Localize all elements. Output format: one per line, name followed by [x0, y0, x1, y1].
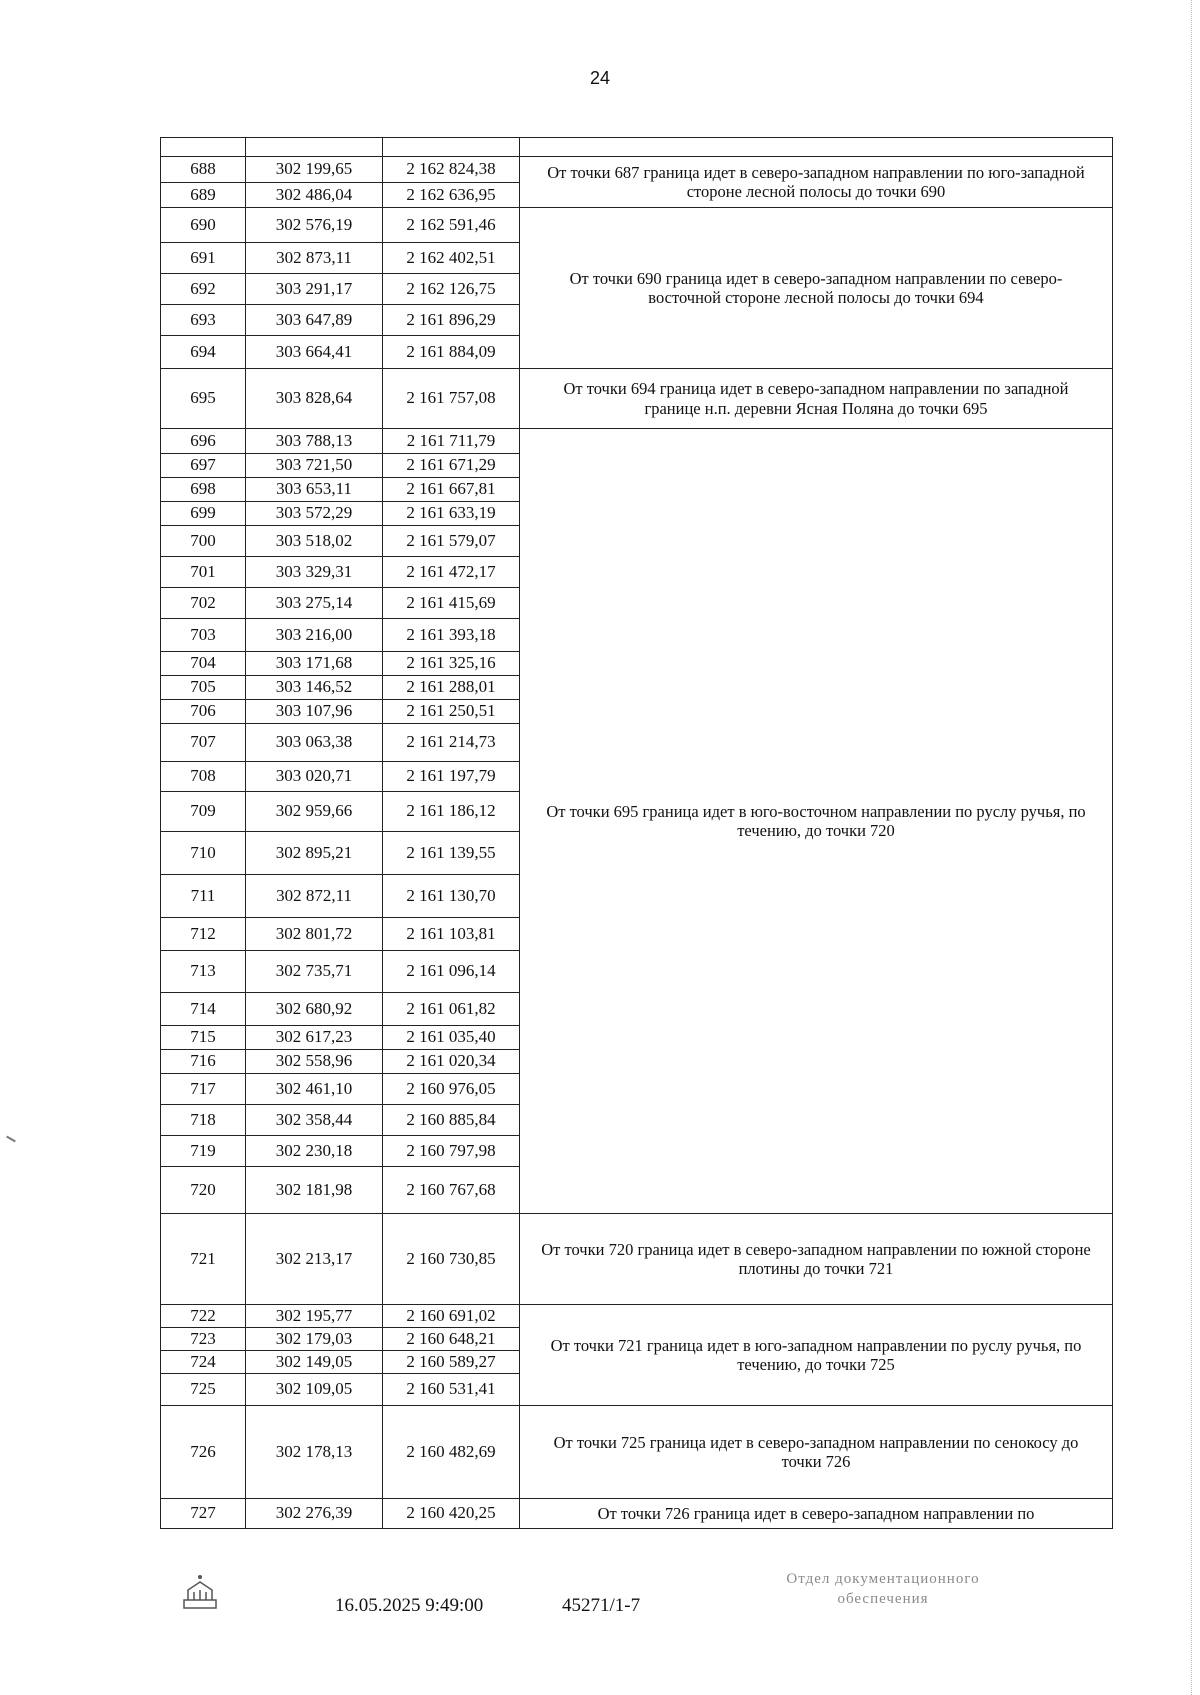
point-number-cell: 724	[161, 1351, 246, 1374]
point-number-cell: 707	[161, 724, 246, 762]
table-row	[161, 429, 1113, 454]
emblem-icon	[180, 1572, 220, 1612]
x-coordinate-cell: 303 647,89	[246, 305, 383, 336]
point-number-cell: 719	[161, 1136, 246, 1167]
coordinates-table-body	[161, 138, 1113, 1529]
x-coordinate-cell: 302 178,13	[246, 1406, 383, 1499]
y-coordinate-cell: 2 162 402,51	[383, 243, 520, 274]
x-coordinate-cell: 303 216,00	[246, 619, 383, 652]
x-coordinate-cell: 302 109,05	[246, 1374, 383, 1406]
table-header-row	[161, 138, 1113, 157]
x-coordinate-cell: 302 358,44	[246, 1105, 383, 1136]
point-number-cell: 704	[161, 652, 246, 676]
point-number-cell: 708	[161, 762, 246, 792]
point-number-cell: 689	[161, 183, 246, 208]
point-number-cell: 709	[161, 792, 246, 832]
header-cell	[246, 138, 383, 157]
y-coordinate-cell: 2 160 531,41	[383, 1374, 520, 1406]
point-number-cell: 711	[161, 875, 246, 918]
point-number-cell: 722	[161, 1305, 246, 1328]
boundary-description-cell: От точки 720 граница идет в северо-западном направлении по южной стороне плотины до точки 721	[520, 1214, 1113, 1305]
point-number-cell: 713	[161, 951, 246, 993]
y-coordinate-cell: 2 161 139,55	[383, 832, 520, 875]
x-coordinate-cell: 303 788,13	[246, 429, 383, 454]
x-coordinate-cell: 303 107,96	[246, 700, 383, 724]
x-coordinate-cell: 302 735,71	[246, 951, 383, 993]
y-coordinate-cell: 2 161 472,17	[383, 557, 520, 588]
x-coordinate-cell: 303 653,11	[246, 478, 383, 502]
y-coordinate-cell: 2 161 061,82	[383, 993, 520, 1026]
point-number-cell: 693	[161, 305, 246, 336]
x-coordinate-cell: 302 179,03	[246, 1328, 383, 1351]
point-number-cell: 690	[161, 208, 246, 243]
x-coordinate-cell: 303 828,64	[246, 369, 383, 429]
y-coordinate-cell: 2 160 691,02	[383, 1305, 520, 1328]
y-coordinate-cell: 2 162 824,38	[383, 157, 520, 183]
point-number-cell: 717	[161, 1074, 246, 1105]
y-coordinate-cell: 2 161 325,16	[383, 652, 520, 676]
table-row	[161, 1214, 1113, 1305]
point-number-cell: 694	[161, 336, 246, 369]
x-coordinate-cell: 302 617,23	[246, 1026, 383, 1050]
point-number-cell: 714	[161, 993, 246, 1026]
footer-datetime: 16.05.2025 9:49:00	[335, 1595, 484, 1616]
scan-speck	[6, 1136, 16, 1143]
point-number-cell: 698	[161, 478, 246, 502]
point-number-cell: 696	[161, 429, 246, 454]
point-number-cell: 726	[161, 1406, 246, 1499]
x-coordinate-cell: 302 801,72	[246, 918, 383, 951]
y-coordinate-cell: 2 160 885,84	[383, 1105, 520, 1136]
y-coordinate-cell: 2 161 667,81	[383, 478, 520, 502]
x-coordinate-cell: 302 461,10	[246, 1074, 383, 1105]
table-row	[161, 369, 1113, 429]
x-coordinate-cell: 303 329,31	[246, 557, 383, 588]
point-number-cell: 699	[161, 502, 246, 526]
point-number-cell: 716	[161, 1050, 246, 1074]
point-number-cell: 692	[161, 274, 246, 305]
y-coordinate-cell: 2 161 633,19	[383, 502, 520, 526]
x-coordinate-cell: 303 721,50	[246, 454, 383, 478]
x-coordinate-cell: 302 895,21	[246, 832, 383, 875]
y-coordinate-cell: 2 161 896,29	[383, 305, 520, 336]
point-number-cell: 723	[161, 1328, 246, 1351]
boundary-description-cell: От точки 695 граница идет в юго-восточном направлении по руслу ручья, по течению, до точки 720	[520, 429, 1113, 1214]
x-coordinate-cell: 303 146,52	[246, 676, 383, 700]
x-coordinate-cell: 303 275,14	[246, 588, 383, 619]
x-coordinate-cell: 302 486,04	[246, 183, 383, 208]
x-coordinate-cell: 302 149,05	[246, 1351, 383, 1374]
point-number-cell: 702	[161, 588, 246, 619]
y-coordinate-cell: 2 161 757,08	[383, 369, 520, 429]
y-coordinate-cell: 2 160 767,68	[383, 1167, 520, 1214]
y-coordinate-cell: 2 161 197,79	[383, 762, 520, 792]
table-row	[161, 1305, 1113, 1328]
x-coordinate-cell: 302 276,39	[246, 1499, 383, 1529]
y-coordinate-cell: 2 161 250,51	[383, 700, 520, 724]
point-number-cell: 710	[161, 832, 246, 875]
x-coordinate-cell: 303 664,41	[246, 336, 383, 369]
x-coordinate-cell: 302 230,18	[246, 1136, 383, 1167]
boundary-description-cell: От точки 721 граница идет в юго-западном направлении по руслу ручья, по течению, до точки 725	[520, 1305, 1113, 1406]
department-stamp	[738, 1570, 1028, 1609]
x-coordinate-cell: 303 020,71	[246, 762, 383, 792]
coordinates-table	[160, 137, 1113, 1529]
y-coordinate-cell: 2 161 096,14	[383, 951, 520, 993]
point-number-cell: 727	[161, 1499, 246, 1529]
table-row	[161, 157, 1113, 183]
x-coordinate-cell: 302 872,11	[246, 875, 383, 918]
point-number-cell: 695	[161, 369, 246, 429]
y-coordinate-cell: 2 161 130,70	[383, 875, 520, 918]
stamp-line-2: обеспечения	[837, 1590, 929, 1607]
scan-edge-marks	[1185, 0, 1192, 1695]
header-cell	[520, 138, 1113, 157]
point-number-cell: 691	[161, 243, 246, 274]
point-number-cell: 715	[161, 1026, 246, 1050]
y-coordinate-cell: 2 161 020,34	[383, 1050, 520, 1074]
point-number-cell: 700	[161, 526, 246, 557]
y-coordinate-cell: 2 162 636,95	[383, 183, 520, 208]
x-coordinate-cell: 302 873,11	[246, 243, 383, 274]
point-number-cell: 697	[161, 454, 246, 478]
x-coordinate-cell: 303 518,02	[246, 526, 383, 557]
x-coordinate-cell: 302 195,77	[246, 1305, 383, 1328]
y-coordinate-cell: 2 160 482,69	[383, 1406, 520, 1499]
x-coordinate-cell: 303 291,17	[246, 274, 383, 305]
y-coordinate-cell: 2 160 648,21	[383, 1328, 520, 1351]
y-coordinate-cell: 2 161 884,09	[383, 336, 520, 369]
y-coordinate-cell: 2 160 730,85	[383, 1214, 520, 1305]
x-coordinate-cell: 302 213,17	[246, 1214, 383, 1305]
footer-doc-number: 45271/1-7	[562, 1595, 641, 1616]
y-coordinate-cell: 2 162 591,46	[383, 208, 520, 243]
x-coordinate-cell: 302 959,66	[246, 792, 383, 832]
y-coordinate-cell: 2 161 415,69	[383, 588, 520, 619]
header-cell	[161, 138, 246, 157]
point-number-cell: 712	[161, 918, 246, 951]
y-coordinate-cell: 2 161 288,01	[383, 676, 520, 700]
y-coordinate-cell: 2 160 420,25	[383, 1499, 520, 1529]
y-coordinate-cell: 2 161 393,18	[383, 619, 520, 652]
point-number-cell: 725	[161, 1374, 246, 1406]
x-coordinate-cell: 302 181,98	[246, 1167, 383, 1214]
boundary-description-cell: От точки 690 граница идет в северо-западном направлении по северо-восточной стороне лесной полосы до точки 694	[520, 208, 1113, 369]
y-coordinate-cell: 2 161 671,29	[383, 454, 520, 478]
y-coordinate-cell: 2 161 214,73	[383, 724, 520, 762]
x-coordinate-cell: 302 199,65	[246, 157, 383, 183]
y-coordinate-cell: 2 160 976,05	[383, 1074, 520, 1105]
y-coordinate-cell: 2 161 711,79	[383, 429, 520, 454]
x-coordinate-cell: 302 558,96	[246, 1050, 383, 1074]
point-number-cell: 703	[161, 619, 246, 652]
point-number-cell: 688	[161, 157, 246, 183]
point-number-cell: 706	[161, 700, 246, 724]
boundary-description-cell: От точки 725 граница идет в северо-западном направлении по сенокосу до точки 726	[520, 1406, 1113, 1499]
x-coordinate-cell: 303 063,38	[246, 724, 383, 762]
y-coordinate-cell: 2 161 035,40	[383, 1026, 520, 1050]
y-coordinate-cell: 2 161 103,81	[383, 918, 520, 951]
y-coordinate-cell: 2 161 186,12	[383, 792, 520, 832]
boundary-description-cell: От точки 694 граница идет в северо-западном направлении по западной границе н.п. деревни Ясная Поляна до точки 695	[520, 369, 1113, 429]
point-number-cell: 720	[161, 1167, 246, 1214]
stamp-line-1: Отдел документационного	[786, 1571, 980, 1587]
y-coordinate-cell: 2 160 589,27	[383, 1351, 520, 1374]
x-coordinate-cell: 302 680,92	[246, 993, 383, 1026]
table-row	[161, 208, 1113, 243]
point-number-cell: 721	[161, 1214, 246, 1305]
x-coordinate-cell: 302 576,19	[246, 208, 383, 243]
page-number: 24	[589, 68, 611, 88]
x-coordinate-cell: 303 171,68	[246, 652, 383, 676]
boundary-description-cell: От точки 726 граница идет в северо-западном направлении по	[520, 1499, 1113, 1529]
y-coordinate-cell: 2 161 579,07	[383, 526, 520, 557]
point-number-cell: 705	[161, 676, 246, 700]
boundary-description-cell: От точки 687 граница идет в северо-западном направлении по юго-западной стороне лесной полосы до точки 690	[520, 157, 1113, 208]
x-coordinate-cell: 303 572,29	[246, 502, 383, 526]
header-cell	[383, 138, 520, 157]
table-row	[161, 1499, 1113, 1529]
point-number-cell: 701	[161, 557, 246, 588]
y-coordinate-cell: 2 162 126,75	[383, 274, 520, 305]
table-row	[161, 1406, 1113, 1499]
point-number-cell: 718	[161, 1105, 246, 1136]
y-coordinate-cell: 2 160 797,98	[383, 1136, 520, 1167]
